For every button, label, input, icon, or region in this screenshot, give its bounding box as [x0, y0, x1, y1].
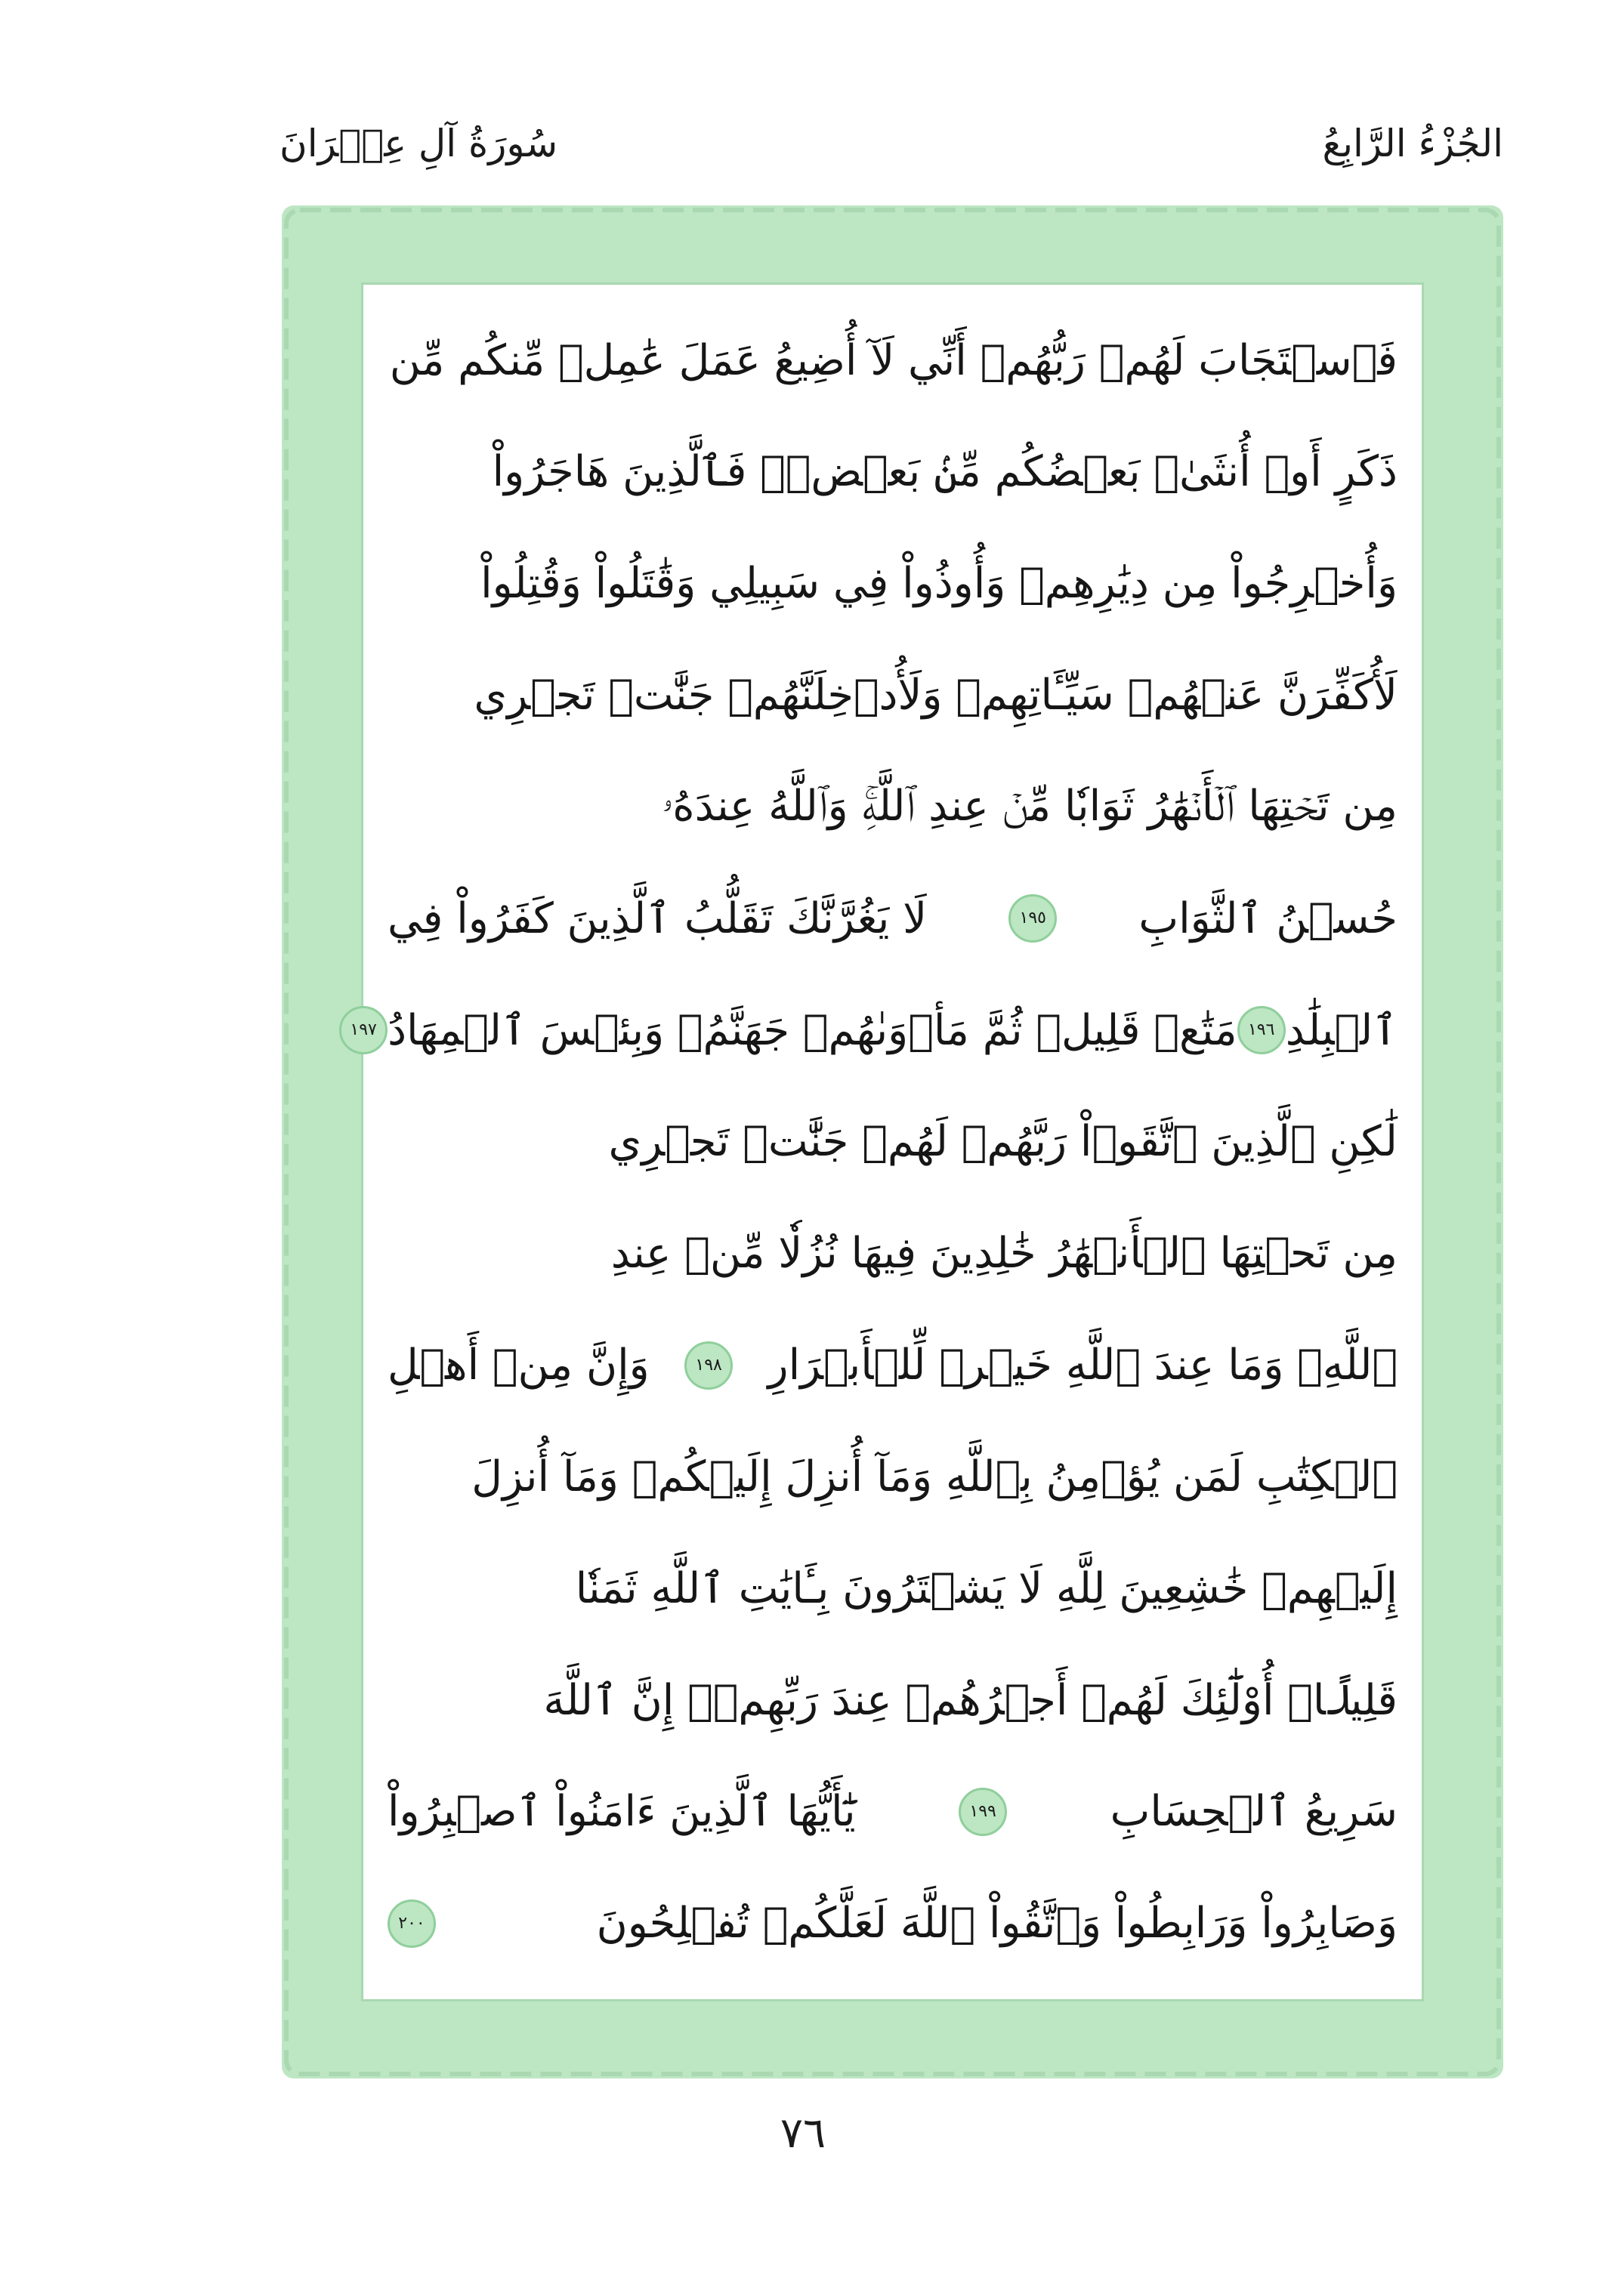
ayah-marker-197: ١٩٧	[339, 1006, 388, 1054]
verse-line-15	[388, 1878, 1398, 1969]
line-text: ٱللَّهِۗ وَمَا عِندَ ٱللَّهِ خَيۡرٞ لِّلۡأَبۡرَارِ	[767, 1341, 1398, 1390]
verse-line-7	[350, 985, 1398, 1075]
line-text: ٱلۡبِلَٰدِ	[1285, 1005, 1398, 1055]
ayah-marker-199: ١٩٩	[959, 1788, 1007, 1836]
verse-line-12	[388, 1543, 1398, 1634]
page-header	[280, 113, 1503, 174]
line-text: لَا يَغُرَّنَّكَ تَقَلُّبُ ٱلَّذِينَ كَفَرُواْ فِي	[388, 893, 928, 943]
line-text: لَٰكِنِ ٱلَّذِينَ ٱتَّقَوۡاْ رَبَّهُمۡ لَهُمۡ جَنَّٰتٞ تَجۡرِي	[608, 1117, 1398, 1167]
verse-line-3	[388, 539, 1398, 629]
line-text: ذَكَرٍ أَوۡ أُنثَىٰۖ بَعۡضُكُم مِّنۢ بَعۡضٖۖ فَٱلَّذِينَ هَاجَرُواْ	[492, 447, 1398, 497]
text-panel	[350, 282, 1424, 2001]
juz-title: الجُزْءُ الرَّابِعُ	[1322, 122, 1503, 165]
verse-lines	[350, 315, 1398, 1969]
verse-line-1	[388, 315, 1398, 406]
line-text: مَتَٰعٞ قَلِيلٞ ثُمَّ مَأۡوَىٰهُمۡ جَهَنَّمُۖ وَبِئۡسَ ٱلۡمِهَادُ	[388, 1005, 1237, 1055]
line-text: وَأُخۡرِجُواْ مِن دِيَٰرِهِمۡ وَأُوذُواْ فِي سَبِيلِي وَقَٰتَلُواْ وَقُتِلُواْ	[480, 559, 1398, 609]
ayah-marker-198: ١٩٨	[684, 1341, 733, 1390]
verse-line-14	[388, 1767, 1398, 1857]
ayah-marker-195: ١٩٥	[1008, 894, 1057, 943]
line-text: ٱلۡكِتَٰبِ لَمَن يُؤۡمِنُ بِٱللَّهِ وَمَآ أُنزِلَ إِلَيۡكُمۡ وَمَآ أُنزِلَ	[471, 1452, 1398, 1501]
line-text: حُسۡنُ ٱلثَّوَابِ	[1138, 893, 1398, 943]
verse-line-8	[388, 1097, 1398, 1187]
line-text: مِن تَحۡتِهَا ٱلۡأَنۡهَٰرُ خَٰلِدِينَ فِيهَا نُزُلٗا مِّنۡ عِندِ	[610, 1229, 1398, 1279]
verse-line-11	[388, 1431, 1398, 1522]
line-text: لَأُكَفِّرَنَّ عَنۡهُمۡ سَيِّـَٔاتِهِمۡ وَلَأُدۡخِلَنَّهُمۡ جَنَّٰتٖ تَجۡرِي	[474, 671, 1398, 721]
verse-line-4	[388, 650, 1398, 741]
verse-line-9	[388, 1208, 1398, 1299]
line-text: وَصَابِرُواْ وَرَابِطُواْ وَٱتَّقُواْ ٱللَّهَ لَعَلَّكُمۡ تُفۡلِحُونَ	[596, 1899, 1398, 1949]
page-number: ٧٦	[780, 2109, 826, 2158]
verse-line-6	[388, 873, 1398, 964]
line-text: سَرِيعُ ٱلۡحِسَابِ	[1110, 1787, 1398, 1837]
line-text: مِن تَحۡتِهَا ٱلۡأَنۡهَٰرُ ثَوَابٗا مِّنۡ عِندِ ٱللَّهِۚ وَٱللَّهُ عِندَهُۥ	[662, 782, 1398, 832]
verse-line-5	[388, 761, 1398, 852]
line-text: قَلِيلًاۚ أُوْلَٰٓئِكَ لَهُمۡ أَجۡرُهُمۡ عِندَ رَبِّهِمۡۗ إِنَّ ٱللَّهَ	[543, 1675, 1398, 1725]
ayah-marker-200: ٢٠٠	[388, 1899, 436, 1948]
verse-line-2	[388, 427, 1398, 517]
verse-line-13	[388, 1655, 1398, 1745]
line-text: إِلَيۡهِمۡ خَٰشِعِينَ لِلَّهِ لَا يَشۡتَرُونَ بِـَٔايَٰتِ ٱللَّهِ ثَمَنٗا	[575, 1563, 1398, 1613]
surah-title: سُورَةُ آلِ عِمۡرَانَ	[280, 122, 558, 165]
line-text: فَٱسۡتَجَابَ لَهُمۡ رَبُّهُمۡ أَنِّي لَآ أُضِيعُ عَمَلَ عَٰمِلٖ مِّنكُم مِّن	[389, 335, 1398, 385]
ayah-marker-196: ١٩٦	[1237, 1006, 1286, 1054]
decorative-frame	[282, 205, 1503, 2078]
verse-line-10	[388, 1320, 1398, 1411]
line-text: يَٰٓأَيُّهَا ٱلَّذِينَ ءَامَنُواْ ٱصۡبِرُواْ	[388, 1787, 856, 1837]
line-text: وَإِنَّ مِنۡ أَهۡلِ	[388, 1341, 650, 1390]
